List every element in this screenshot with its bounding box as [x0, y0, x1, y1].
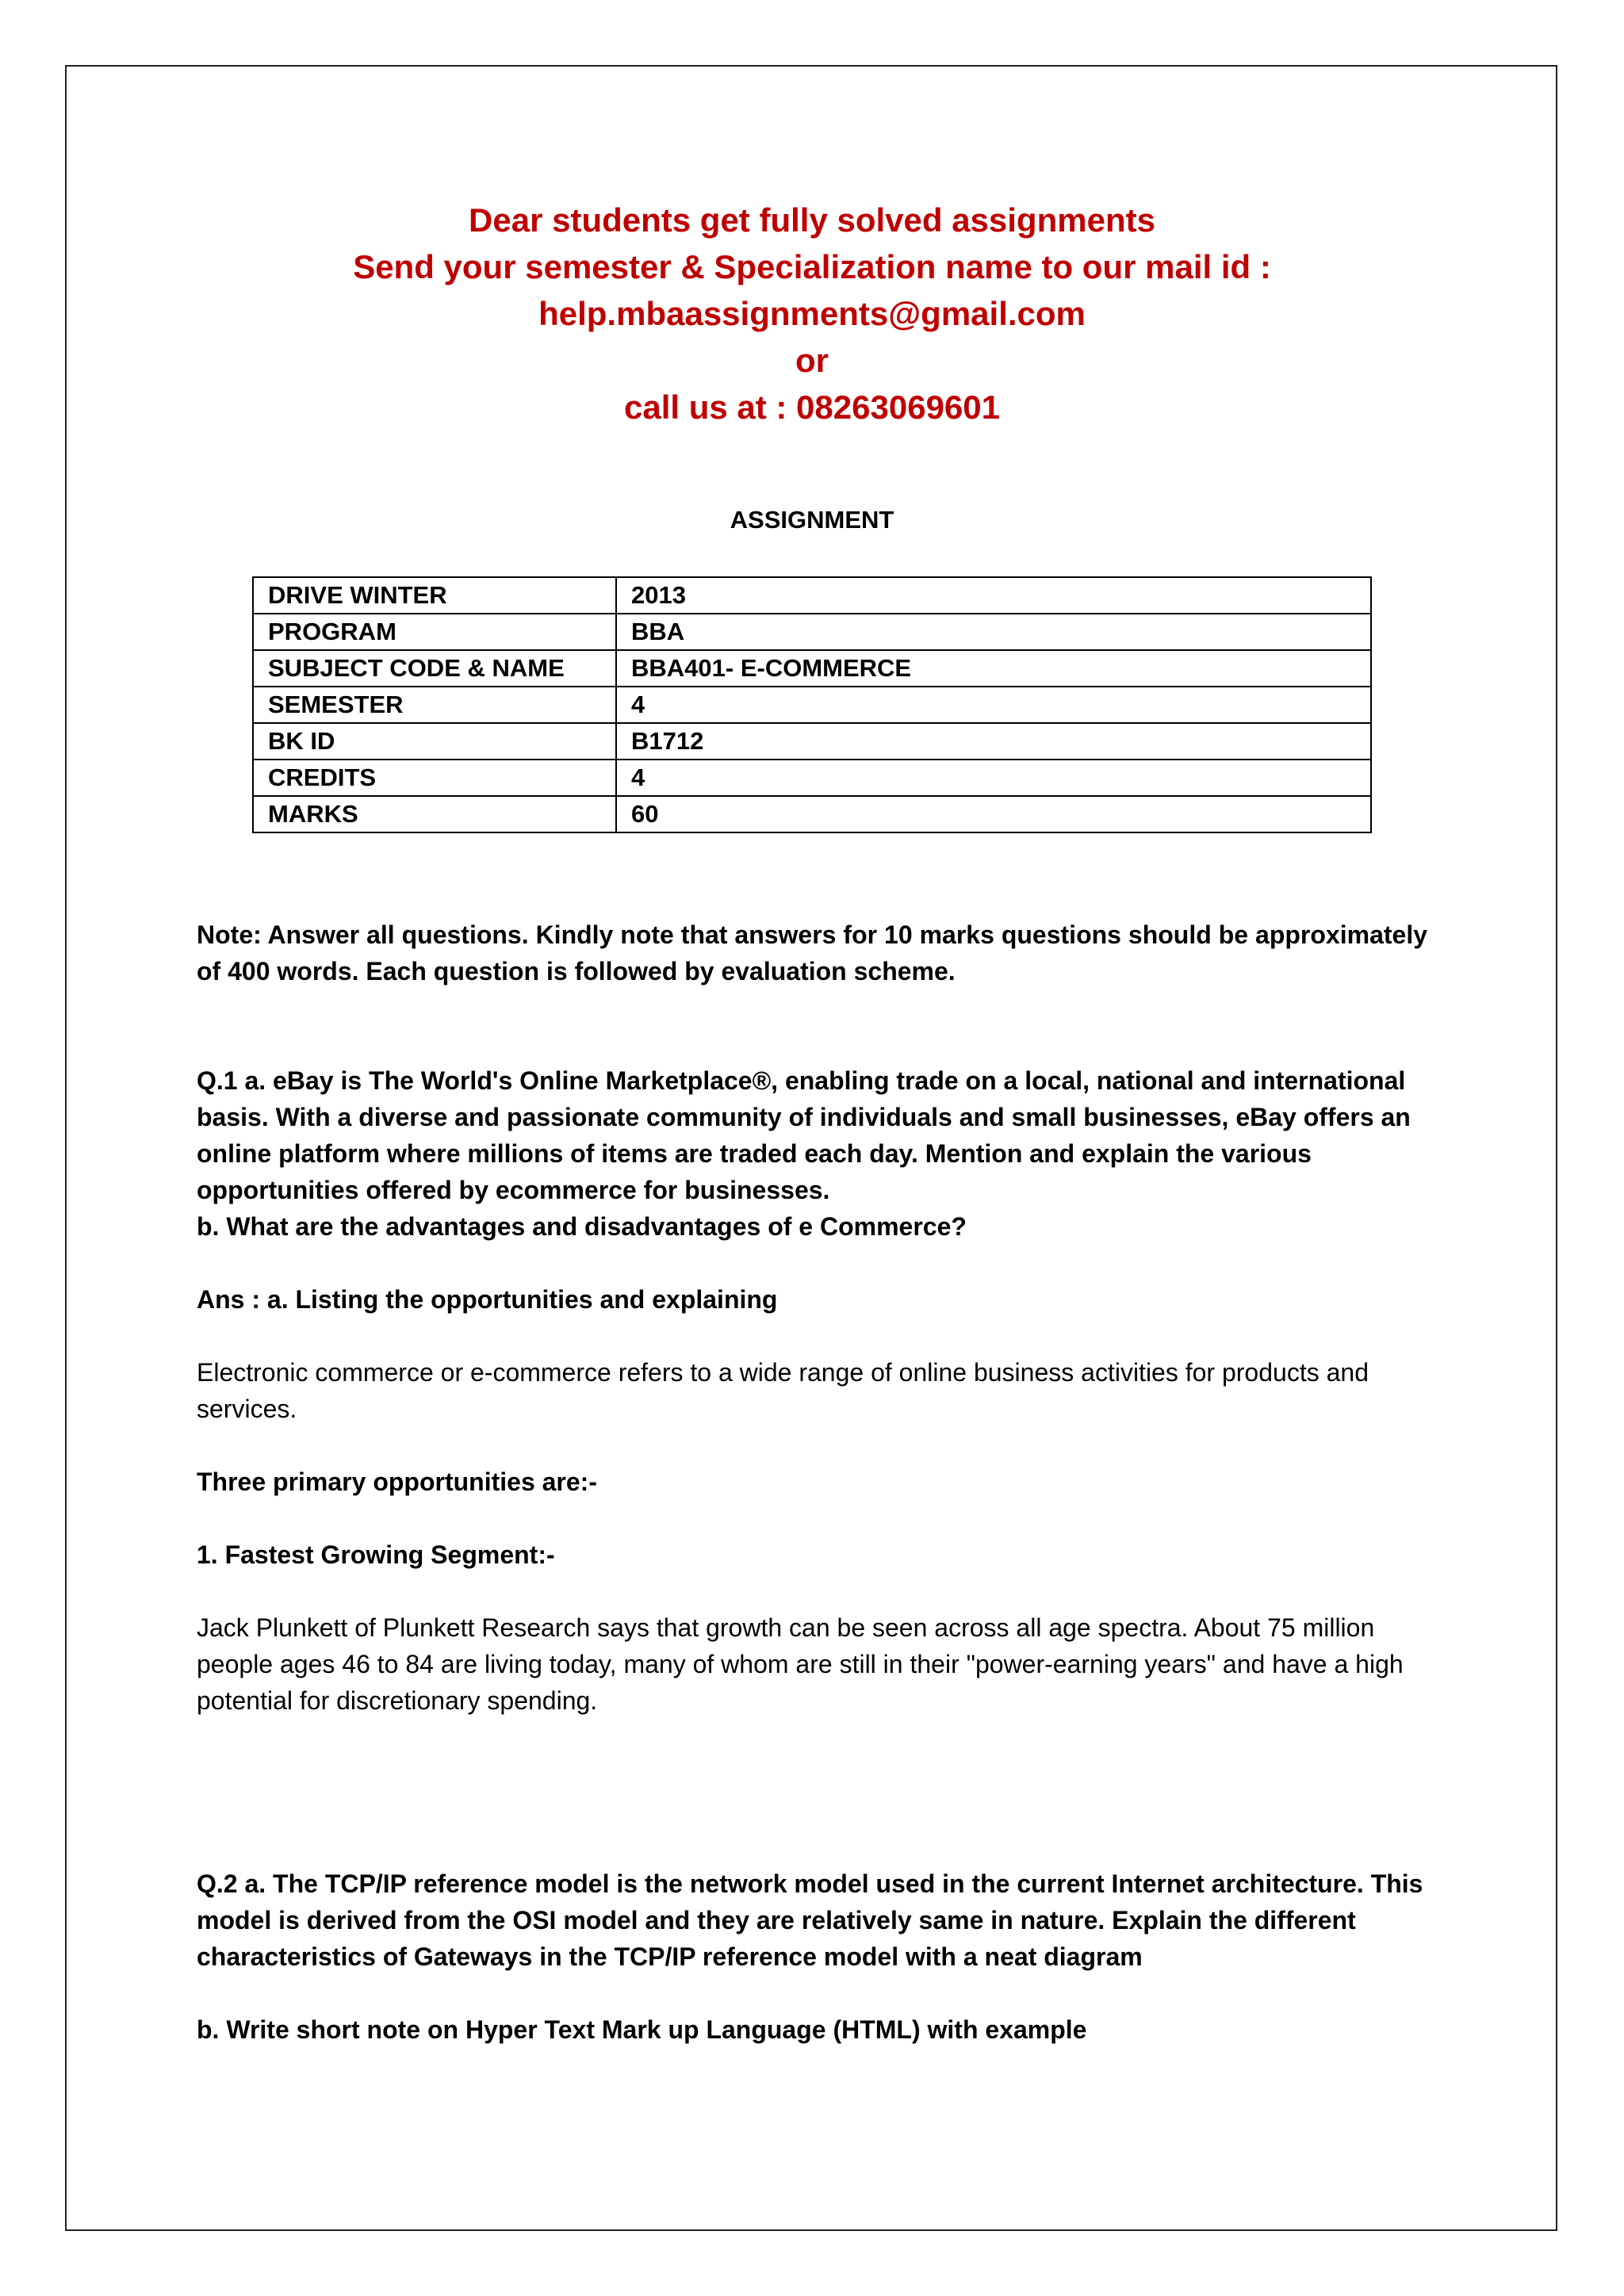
question-1a: Q.1 a. eBay is The World's Online Marketplace®, enabling trade on a local, national and international basis. With a diverse and passionate community of individuals and small businesses, eBay offers an online platform where millions of items are traded each day. Mention and explain the various opportunities offered by ecommerce for businesses.	[197, 1066, 1411, 1204]
table-key: CREDITS	[253, 760, 616, 796]
table-value: 4	[616, 687, 1371, 723]
table-row	[253, 614, 1371, 650]
table-row	[253, 577, 1371, 614]
table-value: 60	[616, 796, 1371, 832]
note-paragraph: Note: Answer all questions. Kindly note that answers for 10 marks questions should be approximately of 400 words. Each question is followed by evaluation scheme.	[197, 920, 1427, 985]
point-1-heading: 1. Fastest Growing Segment:-	[197, 1540, 555, 1569]
table-value: 4	[616, 760, 1371, 796]
question-1b: b. What are the advantages and disadvantages of e Commerce?	[197, 1212, 967, 1241]
promo-line-1: Dear students get fully solved assignments	[469, 201, 1155, 239]
table-row	[253, 760, 1371, 796]
table-key: SEMESTER	[253, 687, 616, 723]
opportunities-heading: Three primary opportunities are:-	[197, 1468, 597, 1496]
answer-heading: Ans : a. Listing the opportunities and explaining	[197, 1285, 778, 1314]
assignment-info-table	[252, 576, 1372, 833]
table-row	[253, 796, 1371, 832]
table-row	[253, 650, 1371, 687]
promo-or: or	[795, 342, 829, 379]
table-value: BBA401- E-COMMERCE	[616, 650, 1371, 687]
table-key: SUBJECT CODE & NAME	[253, 650, 616, 687]
question-2b: b. Write short note on Hyper Text Mark up Language (HTML) with example	[197, 2015, 1087, 2044]
point-1-text: Jack Plunkett of Plunkett Research says that growth can be seen across all age spectra. About 75 million people ages 46 to 84 are living today, many of whom are still in their "power-earning years" and have a high potential for discretionary spending.	[197, 1613, 1404, 1715]
table-value: B1712	[616, 723, 1371, 760]
table-row	[253, 687, 1371, 723]
answer-intro: Electronic commerce or e-commerce refers to a wide range of online business activities for products and services.	[197, 1358, 1369, 1423]
table-key: MARKS	[253, 796, 616, 832]
table-value: 2013	[616, 577, 1371, 614]
table-key: DRIVE WINTER	[253, 577, 616, 614]
table-key: BK ID	[253, 723, 616, 760]
table-row	[253, 723, 1371, 760]
promo-block	[0, 197, 1624, 430]
question-2a: Q.2 a. The TCP/IP reference model is the network model used in the current Internet architecture. This model is derived from the OSI model and they are relatively same in nature. Explain the different characteristics of Gateways in the TCP/IP reference model with a neat diagram	[197, 1869, 1423, 1971]
table-value: BBA	[616, 614, 1371, 650]
promo-line-2: Send your semester & Specialization name to our mail id :	[353, 248, 1271, 285]
table-key: PROGRAM	[253, 614, 616, 650]
promo-phone: call us at : 08263069601	[623, 388, 1001, 426]
promo-email: help.mbaassignments@gmail.com	[538, 295, 1086, 332]
assignment-title: ASSIGNMENT	[730, 506, 894, 534]
